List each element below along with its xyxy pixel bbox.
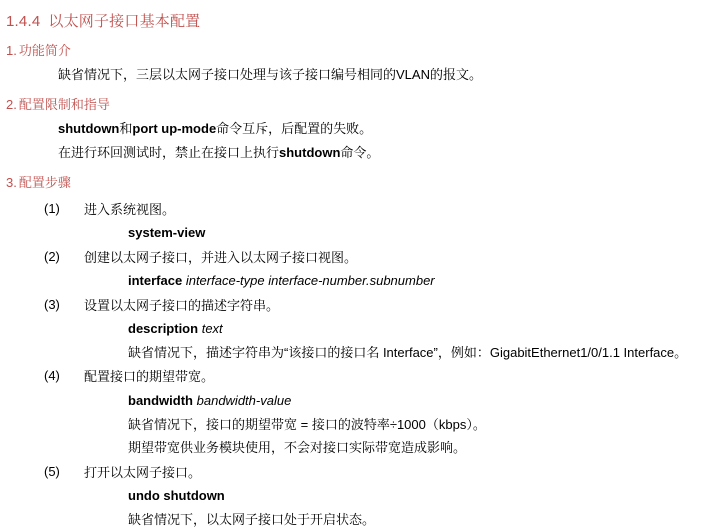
restriction-command-port-up-mode: port up-mode [132, 120, 217, 136]
step-description: 打开以太网子接口。 [84, 465, 202, 481]
restriction-command-shutdown: shutdown [58, 120, 120, 136]
step-number: (5) [44, 464, 60, 480]
step-item [0, 195, 725, 243]
restriction-command-shutdown-2: shutdown [279, 144, 341, 160]
step-command: interface [128, 272, 183, 288]
restriction-conjunction: 和 [119, 120, 133, 136]
page-title [0, 0, 725, 31]
section-1-title [0, 31, 725, 59]
section-1-number: 1. [6, 43, 17, 58]
configuration-steps [0, 191, 725, 530]
step-number: (2) [44, 248, 60, 264]
step-command-line [44, 387, 725, 411]
step-number: (1) [44, 200, 60, 216]
step-command: undo shutdown [128, 488, 225, 504]
section-3-number: 3. [6, 174, 17, 190]
step-note: 缺省情况下，接口的期望带宽 = 接口的波特率÷1000（kbps）。 [128, 416, 486, 432]
step-note: 缺省情况下，描述字符串为“该接口的接口名 Interface”，例如：GigabitEthernet1/0/1.1 Interface。 [128, 344, 688, 360]
section-1-label: 功能简介 [18, 43, 71, 58]
section-2-paragraph-1 [0, 113, 725, 139]
step-command-line [44, 482, 725, 506]
step-command: system-view [128, 224, 206, 240]
step-command-parameter: interface-type interface-number.subnumber [185, 272, 435, 288]
step-description: 设置以太网子接口的描述字符串。 [84, 297, 280, 313]
section-2-label: 配置限制和指导 [18, 96, 110, 112]
step-item [0, 458, 725, 530]
step-description: 配置接口的期望带宽。 [84, 369, 215, 385]
step-item [0, 243, 725, 291]
step-number: (4) [44, 368, 60, 384]
section-1-paragraph: 缺省情况下，三层以太网子接口处理与该子接口编号相同的VLAN的报文。 [58, 67, 482, 82]
section-3-label: 配置步骤 [18, 174, 71, 190]
step-command-line [44, 219, 725, 243]
step-note: 期望带宽供业务模块使用，不会对接口实际带宽造成影响。 [128, 440, 467, 456]
step-command-parameter: text [201, 320, 223, 336]
step-command-line [44, 315, 725, 339]
step-note: 缺省情况下，以太网子接口处于开启状态。 [128, 512, 376, 528]
step-command-line [44, 267, 725, 291]
step-description: 创建以太网子接口，并进入以太网子接口视图。 [84, 249, 358, 265]
step-item [0, 362, 725, 458]
section-2-paragraph-2 [0, 139, 725, 163]
section-2-title [0, 85, 725, 113]
step-command: description [128, 320, 199, 336]
restriction-tail-1: 命令互斥，后配置的失败。 [216, 120, 373, 136]
section-2-number: 2. [6, 96, 17, 112]
heading-text: 以太网子接口基本配置 [48, 13, 201, 30]
step-command-parameter: bandwidth-value [196, 392, 292, 408]
restriction-head-2: 在进行环回测试时，禁止在接口上执行 [58, 144, 280, 160]
step-command: bandwidth [128, 392, 193, 408]
restriction-tail-2: 命令。 [340, 144, 380, 160]
heading-number: 1.4.4 [6, 13, 41, 30]
step-number: (3) [44, 296, 60, 312]
step-item [0, 291, 725, 363]
section-3-title [0, 163, 725, 191]
step-description: 进入系统视图。 [84, 201, 176, 217]
